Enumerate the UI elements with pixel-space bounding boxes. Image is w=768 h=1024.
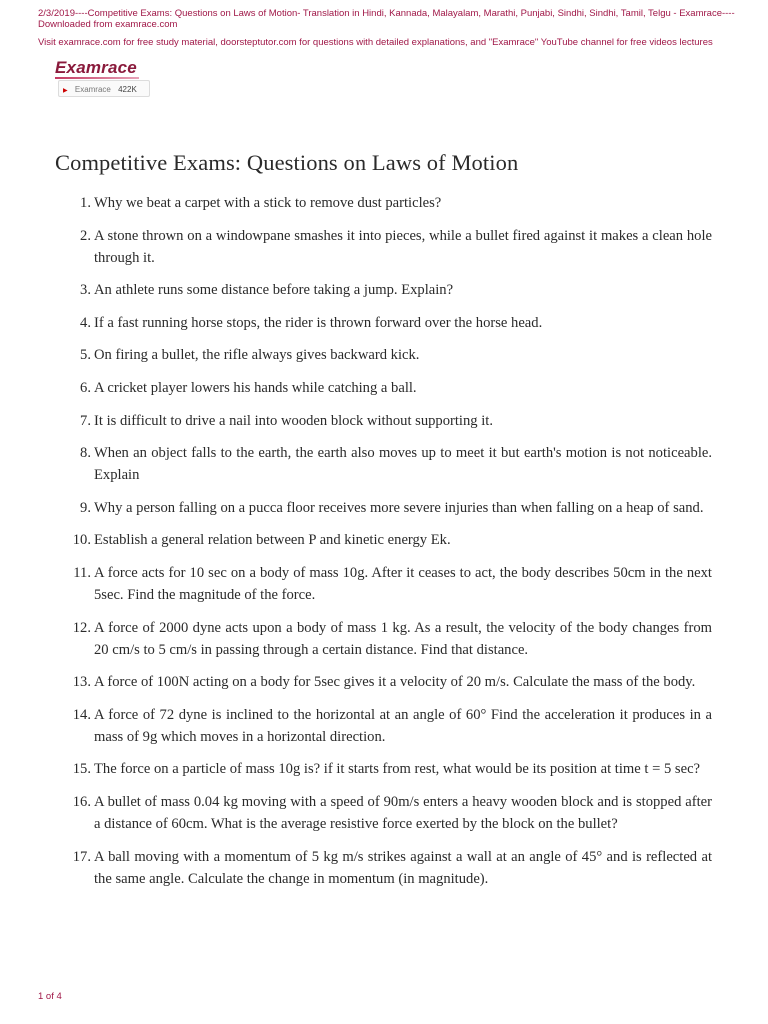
question-text: A bullet of mass 0.04 kg moving with a speed of 90m/s enters a heavy wooden block and is stopped after a distance of 60cm. What is the average resistive force exerted by the block on the bullet?	[94, 793, 712, 832]
youtube-subscriber-count: 422K	[118, 85, 137, 94]
question-item	[55, 791, 712, 835]
question-text: A force acts for 10 sec on a body of mass 10g. After it ceases to act, the body describes 50cm in the next 5sec. Find the magnitude of the force.	[94, 564, 712, 603]
question-text: Why a person falling on a pucca floor receives more severe injuries than when falling on a heap of sand.	[94, 499, 704, 516]
question-item	[55, 312, 712, 334]
question-number: 13.	[72, 674, 91, 691]
question-list	[55, 192, 712, 900]
question-text: It is difficult to drive a nail into wooden block without supporting it.	[94, 412, 493, 429]
question-text: A force of 2000 dyne acts upon a body of mass 1 kg. As a result, the velocity of the body changes from 20 cm/s to 5 cm/s in passing through a certain distance. Find that distance.	[94, 619, 712, 658]
question-item	[55, 617, 712, 661]
question-number: 2.	[80, 227, 91, 244]
question-text: The force on a particle of mass 10g is? if it starts from rest, what would be its position at time t = 5 sec?	[94, 761, 701, 778]
question-item	[55, 344, 712, 366]
question-number: 10.	[72, 532, 91, 549]
question-number: 9.	[80, 499, 91, 516]
question-item	[55, 225, 712, 269]
question-text: On firing a bullet, the rifle always gives backward kick.	[94, 347, 420, 364]
question-text: A cricket player lowers his hands while catching a ball.	[94, 379, 417, 396]
question-text: Establish a general relation between P and kinetic energy Ek.	[94, 532, 451, 549]
examrace-logo[interactable]: Examrace	[55, 58, 137, 77]
question-number: 5.	[80, 347, 91, 364]
youtube-channel-name: Examrace	[74, 85, 111, 94]
question-text: If a fast running horse stops, the rider is thrown forward over the horse head.	[94, 314, 543, 331]
question-number: 1.	[80, 195, 91, 211]
page-number: 1 of 4	[38, 991, 62, 1002]
question-number: 7.	[80, 412, 91, 429]
question-number: 17.	[72, 848, 91, 865]
youtube-play-icon: ▶	[63, 88, 68, 94]
question-item	[55, 442, 712, 486]
question-number: 11.	[73, 564, 91, 581]
question-item	[55, 846, 712, 890]
question-number: 16.	[72, 793, 91, 810]
question-number: 14.	[72, 706, 91, 723]
question-item	[55, 671, 712, 693]
question-number: 6.	[80, 379, 91, 396]
question-item	[55, 279, 712, 301]
question-item	[55, 377, 712, 399]
question-item	[55, 562, 712, 606]
question-text: A force of 100N acting on a body for 5sec gives it a velocity of 20 m/s. Calculate the mass of the body.	[94, 674, 696, 691]
question-text: A ball moving with a momentum of 5 kg m/s strikes against a wall at an angle of 45° and is reflected at the same angle. Calculate the change in momentum (in magnitude).	[94, 848, 712, 887]
question-text: An athlete runs some distance before taking a jump. Explain?	[94, 282, 454, 299]
question-text: A force of 72 dyne is inclined to the horizontal at an angle of 60° Find the acceleration it produces in a mass of 9g which moves in a horizontal direction.	[94, 706, 712, 745]
download-header-line: 2/3/2019----Competitive Exams: Questions on Laws of Motion- Translation in Hindi, Kannada, Malayalam, Marathi, Punjabi, Sindhi, Sindhi, Tamil, Telgu - Examrace----Downloaded from examrace.com	[38, 8, 735, 30]
question-number: 15.	[72, 761, 91, 778]
question-text: Why we beat a carpet with a stick to remove dust particles?	[94, 195, 442, 211]
question-item	[55, 529, 712, 551]
question-item	[55, 704, 712, 748]
promo-header-line[interactable]: Visit examrace.com for free study material, doorsteptutor.com for questions with detailed explanations, and "Examrace" YouTube channel for free videos lectures	[38, 37, 713, 48]
question-number: 3.	[80, 282, 91, 299]
question-text: A stone thrown on a windowpane smashes it into pieces, while a bullet fired against it makes a clean hole through it.	[94, 227, 712, 266]
page-title: Competitive Exams: Questions on Laws of Motion	[55, 150, 519, 175]
youtube-subscribe-widget[interactable]	[58, 80, 150, 97]
question-number: 12.	[72, 619, 91, 636]
question-item	[55, 192, 712, 214]
question-number: 4.	[80, 314, 91, 331]
question-item	[55, 758, 712, 780]
question-number: 8.	[80, 445, 91, 462]
question-item	[55, 410, 712, 432]
question-text: When an object falls to the earth, the earth also moves up to meet it but earth's motion is not noticeable. Explain	[94, 445, 712, 484]
question-item	[55, 497, 712, 519]
